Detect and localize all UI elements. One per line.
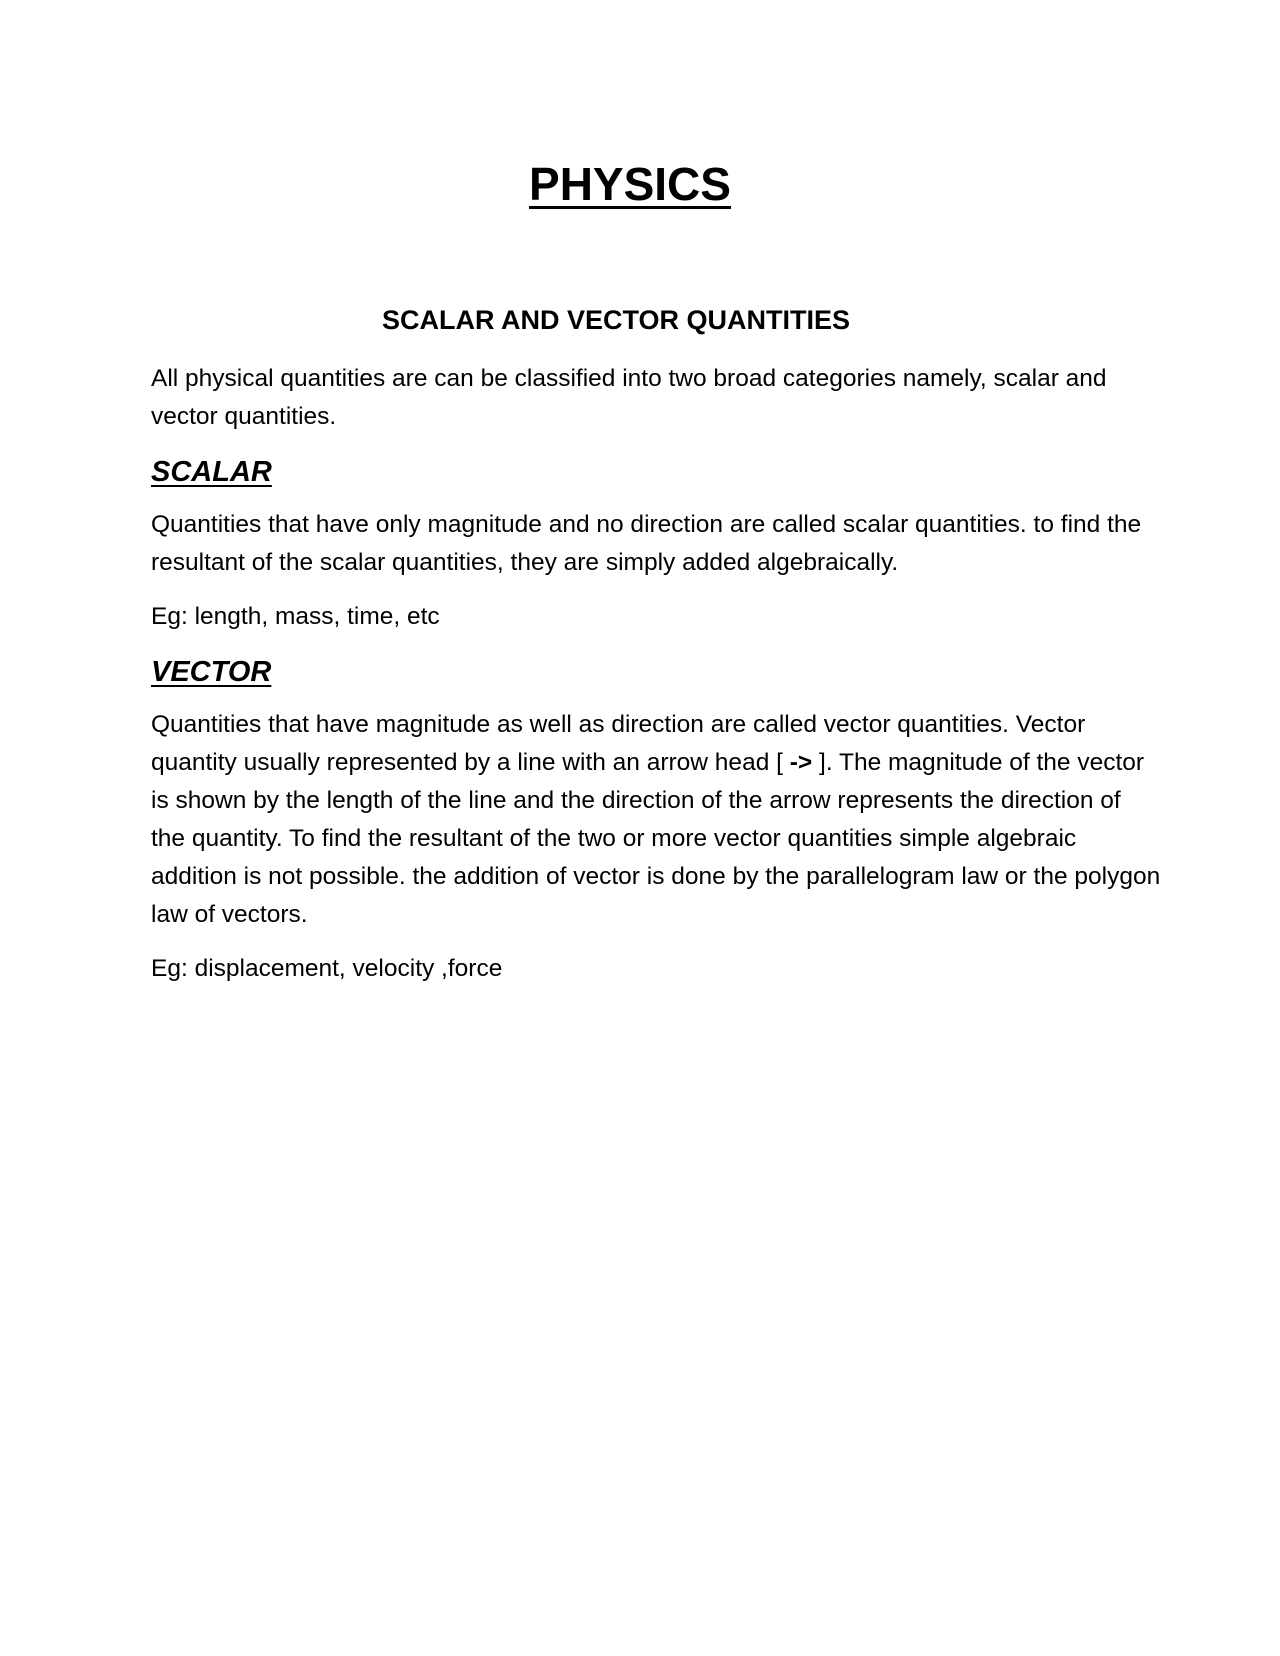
document-body bbox=[151, 360, 1161, 1004]
scalar-definition: Quantities that have only magnitude and no direction are called scalar quantities. to find the resultant of the scalar quantities, they are simply added algebraically. bbox=[151, 511, 1142, 576]
vector-example: Eg: displacement, velocity ,force bbox=[151, 955, 503, 982]
page-title: PHYSICS bbox=[529, 158, 731, 210]
vector-definition-part2: ]. The magnitude of the vector is shown by the length of the line and the direction of the arrow represents the direction of the quantity. To find the resultant of the two or more vector quantities simple algebraic addition is not possible. the addition of vector is done by the parallelogram law or the polygon law of vectors. bbox=[151, 749, 1161, 928]
section-title: SCALAR AND VECTOR QUANTITIES bbox=[381, 305, 851, 335]
intro-paragraph: All physical quantities are can be classified into two broad categories namely, scalar and vector quantities. bbox=[151, 365, 1107, 430]
arrow-symbol: -> bbox=[789, 749, 813, 776]
vector-heading: VECTOR bbox=[151, 656, 272, 688]
vector-definition-part1: Quantities that have magnitude as well as direction are called vector quantities. Vector quantity usually represented by a line with an arrow head [ bbox=[151, 711, 1086, 776]
vector-definition bbox=[151, 706, 1161, 934]
scalar-heading: SCALAR bbox=[151, 456, 272, 488]
scalar-example: Eg: length, mass, time, etc bbox=[151, 603, 440, 630]
